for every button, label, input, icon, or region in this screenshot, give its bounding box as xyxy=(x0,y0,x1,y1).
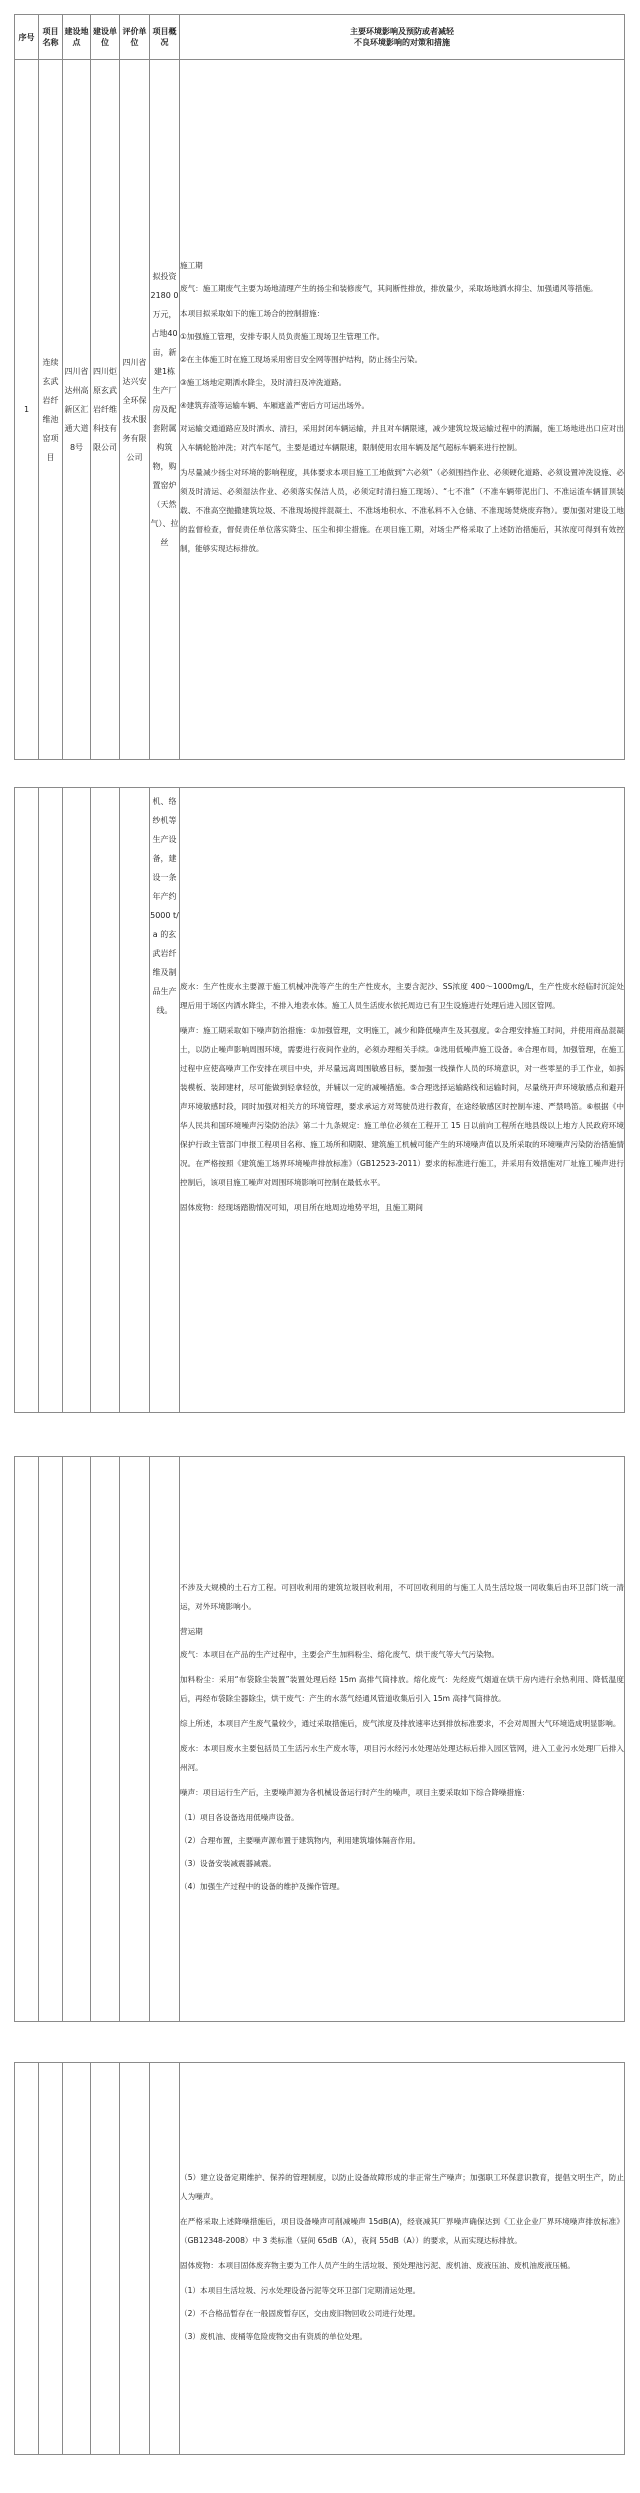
table-row xyxy=(15,1457,625,2022)
cell-overview: 机、络纱机等生产设备，建设一条年产约5000 t/a 的玄武岩纤维及制品生产线。 xyxy=(150,788,180,1413)
cell-empty xyxy=(150,2063,180,2455)
cell-empty xyxy=(63,2063,91,2455)
cell-overview: 拟投资2180 0万元，占地40亩，新建1栋生产厂房及配套附属构筑物，购置窑炉（天然气）、拉丝 xyxy=(150,60,180,760)
cell-assessor: 四川省达兴安全环保技术服务有限公司 xyxy=(120,60,150,760)
para-text: 本项目拟采取如下的施工场合的控制措施： xyxy=(180,308,325,318)
para-text: 废水：生产性废水主要源于施工机械冲洗等产生的生产性废水，主要含泥沙、SS浓度 400～1000mg/L，生产性废水经临时沉淀处理后用于场区内洒水降尘，不排入地表水体。施工人员生活废水依托周边已有卫生设施进行处理后进入园区管网。 xyxy=(180,982,624,1010)
header-seq: 序号 xyxy=(15,15,39,60)
para-text: （3）设备安装减震器减震。 xyxy=(180,1859,276,1868)
cell-measures xyxy=(180,788,625,1413)
para-text: （2）不合格品暂存在一般固废暂存区，交由废旧物回收公司进行处理。 xyxy=(180,2308,421,2318)
para-text: （1）本项目生活垃圾、污水处理设备污泥等交环卫部门定期清运处理。 xyxy=(180,2285,421,2295)
para-text: 对运输交通道路应及时洒水、清扫，采用封闭车辆运输，并且对车辆限速，减少建筑垃圾运输过程中的洒漏，施工场地进出口应对出入车辆轮胎冲洗；对汽车尾气，主要是通过车辆限速，限制使用农用车辆及尾气超标车辆来进行控制。 xyxy=(180,423,624,452)
para-text: ①加强施工管理，安排专职人员负责施工现场卫生管理工作。 xyxy=(180,331,385,341)
cell-builder: 四川炬原玄武岩纤维科技有限公司 xyxy=(91,60,120,760)
cell-empty xyxy=(15,1457,39,2022)
assessment-table-continued xyxy=(14,1456,625,2022)
cell-empty xyxy=(15,2063,39,2455)
cell-measures xyxy=(180,2063,625,2455)
cell-measures xyxy=(180,60,625,760)
para-text: （5）建立设备定期维护、保养的管理制度，以防止设备故障形成的非正常生产噪声；加强职工环保意识教育，提倡文明生产，防止人为噪声。 xyxy=(180,2172,624,2201)
header-overview: 项目概况 xyxy=(150,15,180,60)
para-text: （3）废机油、废桶等危险废物交由有资质的单位处理。 xyxy=(180,2331,368,2341)
para-text: （1）项目各设备选用低噪声设备。 xyxy=(180,1813,299,1822)
cell-empty xyxy=(39,1457,63,2022)
para-text: 在严格采取上述降噪措施后，项目设备噪声可削减噪声 15dB(A)，经衰减其厂界噪声确保达到《工业企业厂界环境噪声排放标准》（GB12348-2008）中 3 类标准（昼间 65dB（A），夜间 55dB（A））的要求，从而实现达标排放。 xyxy=(180,2216,624,2245)
para-text: （2）合理布置，主要噪声源布置于建筑物内，利用建筑墙体隔音作用。 xyxy=(180,1836,421,1845)
cell-empty xyxy=(120,1457,150,2022)
cell-empty xyxy=(91,2063,120,2455)
para-text: 综上所述，本项目产生废气量较少，通过采取措施后，废气浓度及排放速率达到排放标准要求，不会对周围大气环境造成明显影响。 xyxy=(180,1719,621,1728)
para-text: 固体废物：经现场踏勘情况可知，项目所在地周边地势平坦，且施工期间 xyxy=(180,1203,423,1212)
header-builder: 建设单位 xyxy=(91,15,120,60)
cell-empty xyxy=(39,788,63,1413)
cell-empty xyxy=(150,1457,180,2022)
header-measures: 主要环境影响及预防或者减轻 不良环境影响的对策和措施 xyxy=(180,15,625,60)
para-text: ④建筑弃渣等运输车辆、车厢遮盖严密后方可运出场外。 xyxy=(180,400,370,410)
para-text: ③施工场地定期洒水降尘，及时清扫及冲洗道路。 xyxy=(180,377,347,387)
para-text: 不涉及大规模的土石方工程。可回收利用的建筑垃圾回收利用，不可回收利用的与施工人员生活垃圾一同收集后由环卫部门统一清运，对外环境影响小。 xyxy=(180,1583,624,1611)
para-text: 为尽量减少扬尘对环境的影响程度，具体要求本项目施工工地做到“六必须”（必须围挡作业、必须硬化道路、必须设置冲洗设施、必须及时清运、必须湿法作业、必须落实保洁人员，必须定时清扫施工现场）、“七不准”（不准车辆带泥出门、不准运渣车辆冒顶装载、不准高空抛撒建筑垃圾、不准现场搅拌混凝土、不准场地积水、不准私料不入仓储、不准现场焚烧废弃物）。要加强对建设工地的监督检查，督促责任单位落实降尘、压尘和抑尘措施。在项目施工期，对场尘严格采取了上述防治措施后，其浓度可得到有效控制，能够实现达标排放。 xyxy=(180,467,624,553)
cell-empty xyxy=(15,788,39,1413)
para-text: ②在主体施工时在施工现场采用密目安全网等围护结构，防止扬尘污染。 xyxy=(180,354,423,364)
table-header-row xyxy=(15,15,625,60)
cell-site: 四川省达州高新区汇通大道8号 xyxy=(63,60,91,760)
para-text: 固体废物：本项目固体废弃物主要为工作人员产生的生活垃圾、预处理池污泥、废机油、废液压油、废机油废液压桶。 xyxy=(180,2260,575,2270)
cell-empty xyxy=(91,788,120,1413)
para-text: 废气：本项目在产品的生产过程中，主要会产生加料粉尘、熔化废气、烘干废气等大气污染物。 xyxy=(180,1650,499,1659)
cell-empty xyxy=(63,1457,91,2022)
para-text: 噪声：施工期采取如下噪声防治措施：①加强管理，文明施工，减少和降低噪声生及其强度。②合理安排施工时间，并使用商品混凝土，以防止噪声影响周围环境，需要进行夜间作业的，必须办理相关手续。③选用低噪声施工设备。④合理布局，加强管理，在施工过程中应使高噪声工作安排在项目中央，并尽量远离周围敏感目标，要加强一线操作人员的环境意识，对一些零星的手工作业，如拆装模板、装卸建材，尽可能做到轻拿轻放，并辅以一定的减噪措施。⑤合理选择运输路线和运输时间，尽量绕开声环境敏感点和避开声环境敏感时段，同时加强对相关方的环境管理，要求承运方对驾驶员进行教育，在途经敏感区时控制车速、严禁鸣笛。⑥根据《中华人民共和国环境噪声污染防治法》第二十九条规定：施工单位必须在工程开工 15 日以前向工程所在地县级以上地方人民政府环境保护行政主管部门申报工程项目名称、施工场所和期限、建筑施工机械可能产生的环境噪声值以及所采取的环境噪声污染防治措施情况。在严格按照《建筑施工场界环境噪声排放标准》（GB12523-2011）要求的标准进行施工，并采用有效措施对厂址施工噪声进行控制后，该项目施工噪声对周围环境影响可控制在最低水平。 xyxy=(180,1026,624,1187)
assessment-table-continued xyxy=(14,787,625,1413)
cell-empty xyxy=(63,788,91,1413)
para-text: 噪声：项目运行生产后，主要噪声源为各机械设备运行时产生的噪声，项目主要采取如下综合降噪措施： xyxy=(180,1788,530,1797)
assessment-table-continued xyxy=(14,2062,625,2455)
header-site: 建设地点 xyxy=(63,15,91,60)
header-project-name: 项目名称 xyxy=(39,15,63,60)
header-assessor: 评价单位 xyxy=(120,15,150,60)
cell-empty xyxy=(120,2063,150,2455)
cell-empty xyxy=(120,788,150,1413)
para-text: 废水：本项目废水主要包括员工生活污水生产废水等，项目污水经污水处理站处理达标后排入园区管网，进入工业污水处理厂后排入州河。 xyxy=(180,1744,624,1772)
cell-measures xyxy=(180,1457,625,2022)
cell-seq: 1 xyxy=(15,60,39,760)
table-row xyxy=(15,60,625,760)
para-text: 废气：施工期废气主要为场地清理产生的扬尘和装修废气，其间断性排放，排放量少，采取场地洒水抑尘、加强通风等措施。 xyxy=(180,283,598,293)
para-text: （4）加强生产过程中的设备的维护及操作管理。 xyxy=(180,1882,345,1891)
assessment-table xyxy=(14,14,625,760)
cell-project-name: 连续玄武岩纤维池窑项目 xyxy=(39,60,63,760)
cell-empty xyxy=(39,2063,63,2455)
cell-empty xyxy=(91,1457,120,2022)
para-text: 加料粉尘：采用“布袋除尘装置”装置处理后经 15m 高排气筒排放。熔化废气：先经废气烟道在烘干房内进行余热利用、降低温度后，再经布袋除尘器除尘，烘干废气：产生的水蒸气经通风管道收集后引入 15m 高排气筒排放。 xyxy=(180,1675,624,1703)
para-operation-heading: 营运期 xyxy=(180,1627,203,1636)
para-construction-heading: 施工期 xyxy=(180,260,203,270)
table-row xyxy=(15,788,625,1413)
table-row xyxy=(15,2063,625,2455)
